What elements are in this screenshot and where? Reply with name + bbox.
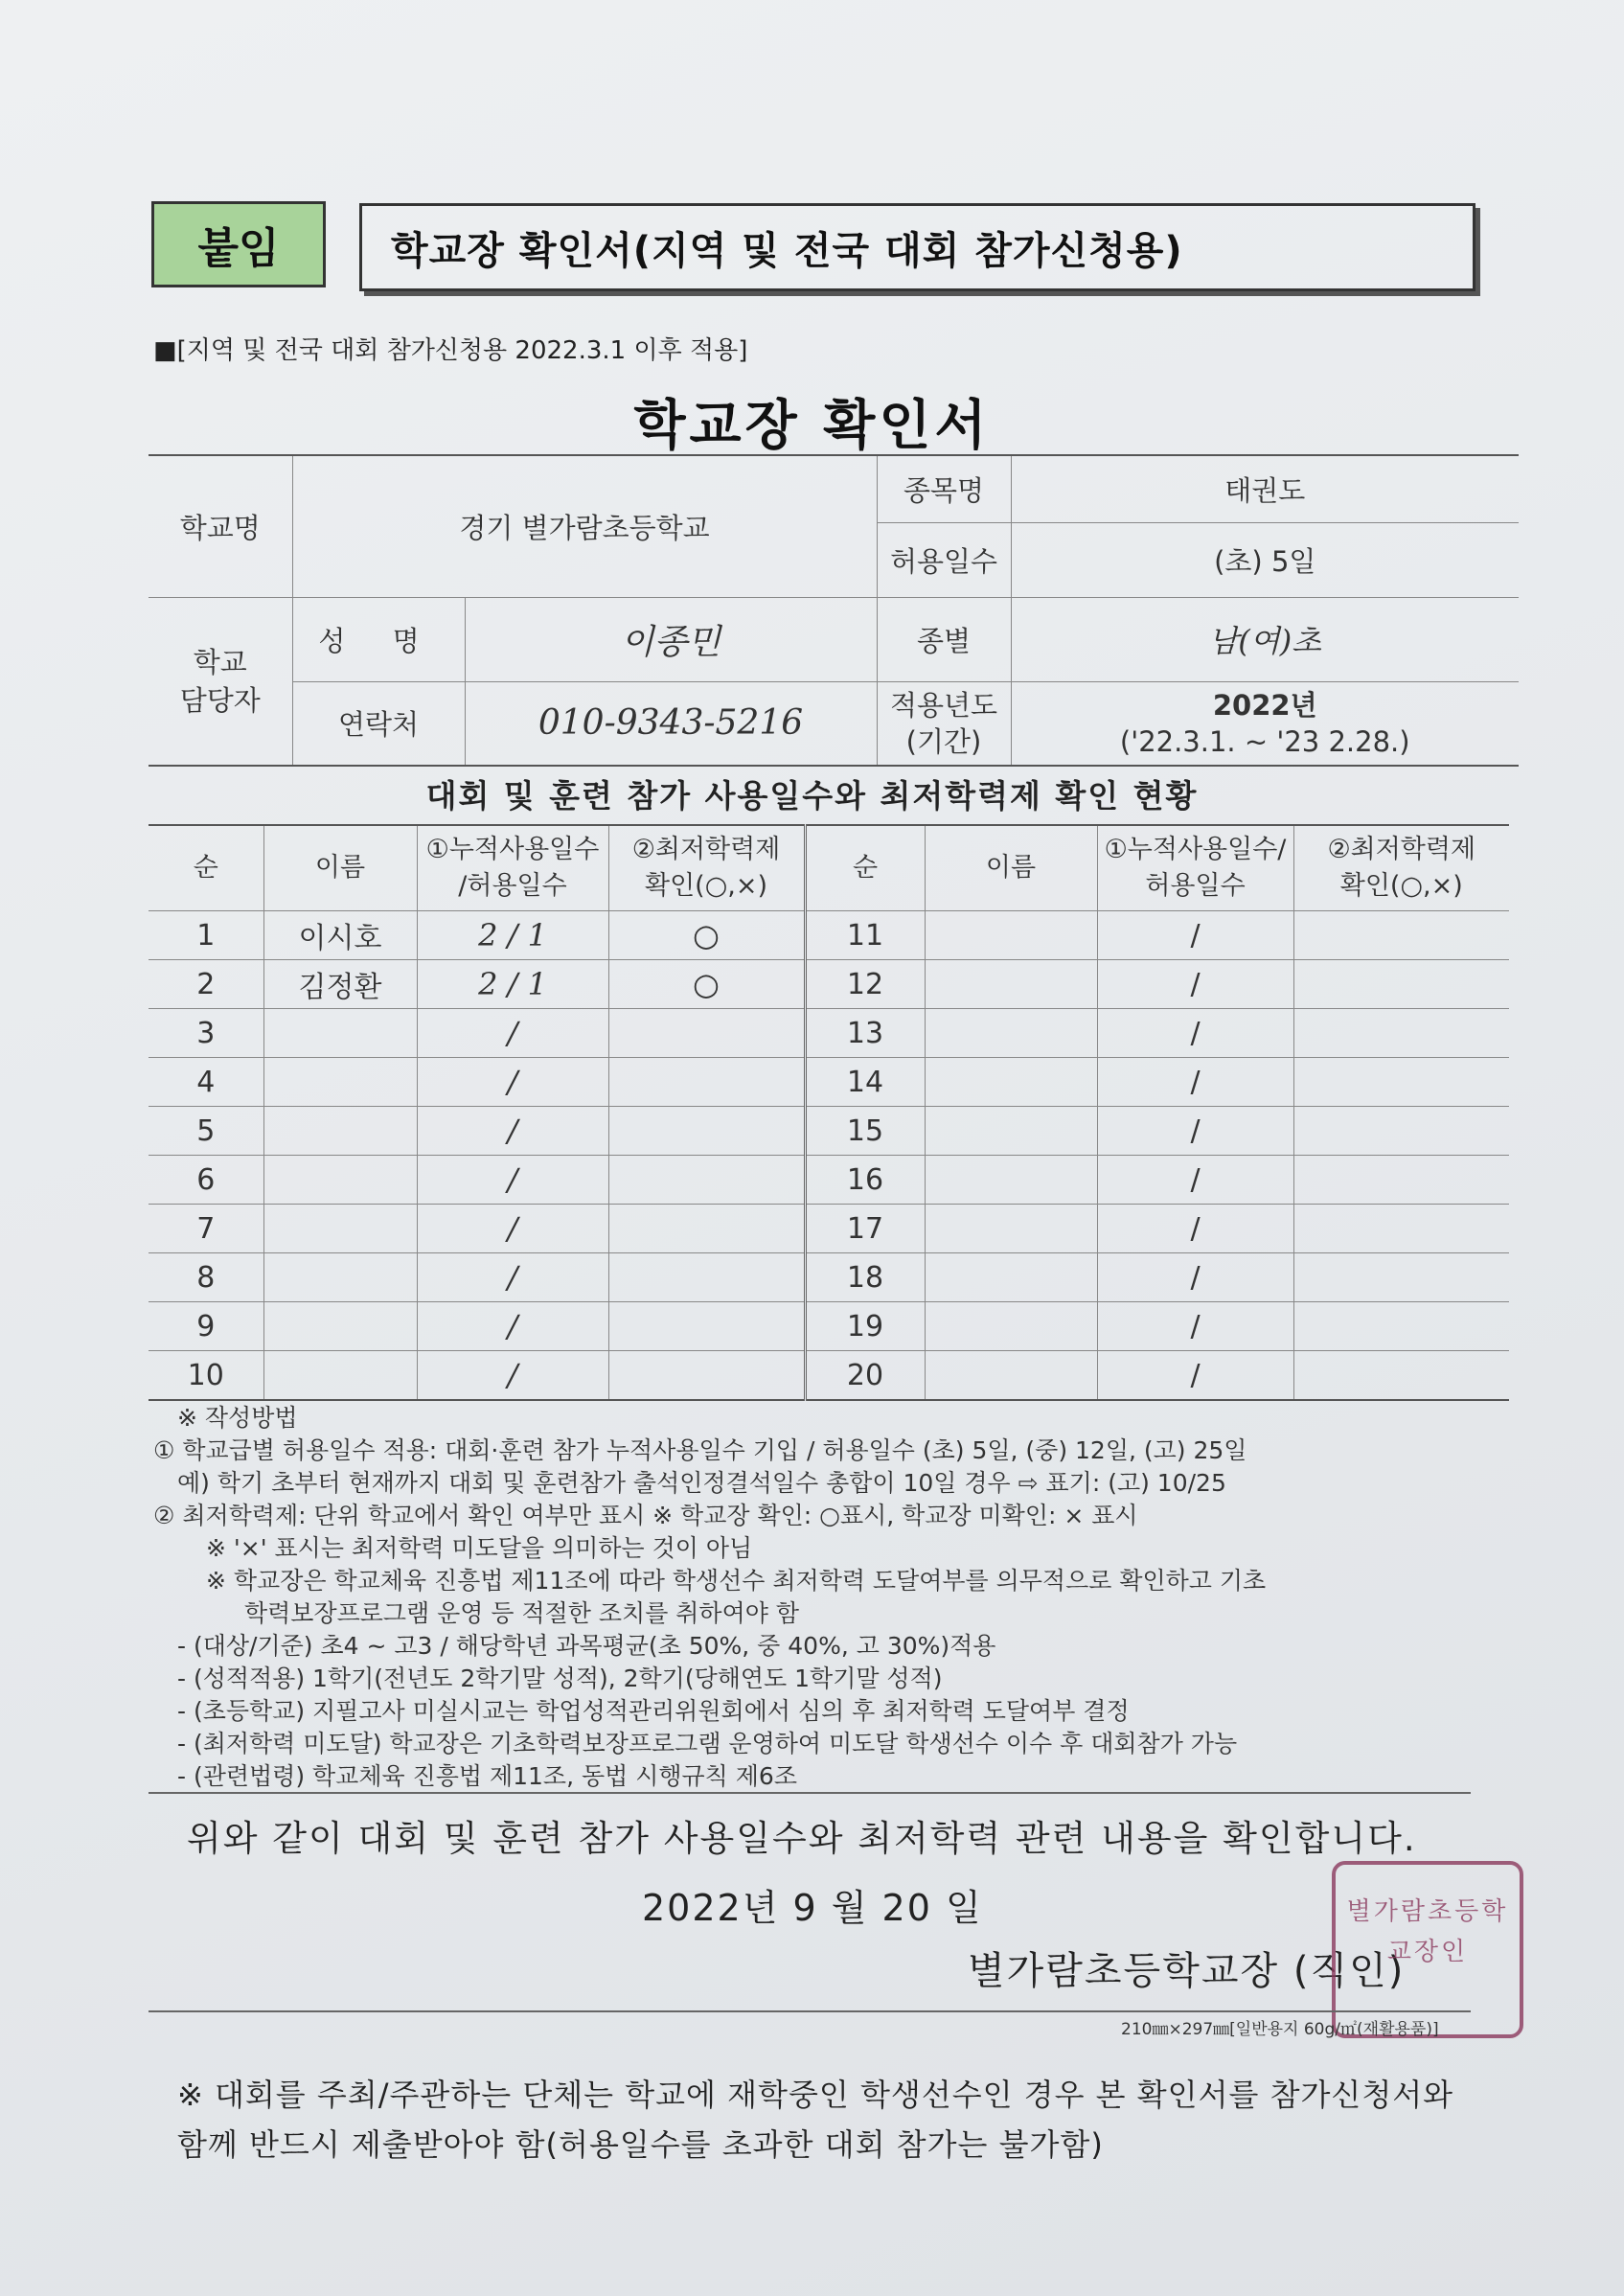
row-min-left [608,1058,805,1107]
row-days-right: / [1097,1107,1293,1156]
row-name-left: 이시호 [263,911,417,960]
row-days-right: / [1097,960,1293,1009]
row-days-left: / [417,1205,608,1253]
row-days-left: / [417,1009,608,1058]
row-min-right [1293,1058,1509,1107]
row-days-left: / [417,1058,608,1107]
instruction-line: 예) 학기 초부터 현재까지 대회 및 훈련참가 출석인정결석일수 총합이 10일 경우 ⇨ 표기: (고) 10/25 [177,1469,1226,1497]
header-days-left: ①누적사용일수 /허용일수 [417,825,608,911]
row-min-left [608,1351,805,1401]
row-no-right: 15 [805,1107,925,1156]
row-no-left: 8 [149,1253,263,1302]
header-no-left: 순 [149,825,263,911]
principal-signature: 별가람초등학교장 (직인) [968,1949,1406,1993]
table-row [149,1302,1509,1351]
row-days-right: / [1097,1205,1293,1253]
row-days-right: / [1097,911,1293,960]
instruction-line: - (최저학력 미도달) 학교장은 기초학력보장프로그램 운영하여 미도달 학생선수 이수 후 대회참가 가능 [177,1730,1238,1757]
row-no-right: 19 [805,1302,925,1351]
row-no-right: 13 [805,1009,925,1058]
confirmation-statement: 위와 같이 대회 및 훈련 참가 사용일수와 최저학력 관련 내용을 확인합니다. [187,1818,1417,1859]
instruction-line: ※ 작성방법 [177,1404,298,1432]
table-row [149,1205,1509,1253]
row-no-left: 5 [149,1107,263,1156]
row-name-left [263,1058,417,1107]
row-name-left [263,1302,417,1351]
instruction-line: - (관련법령) 학교체육 진흥법 제11조, 동법 시행규칙 제6조 [177,1762,797,1790]
row-min-right [1293,1351,1509,1401]
row-no-left: 1 [149,911,263,960]
school-label: 학교명 [149,455,292,597]
row-days-right: / [1097,1009,1293,1058]
table-row [149,1253,1509,1302]
row-name-right [925,1058,1097,1107]
row-name-right [925,1302,1097,1351]
allowed-days-value: (초) 5일 [1011,522,1519,597]
row-min-left [608,1009,805,1058]
table-row [149,960,1509,1009]
period-value: ('22.3.1. ~ '23 2.28.) [1119,724,1410,758]
row-days-left: / [417,1253,608,1302]
manager-label: 학교 담당자 [149,597,292,766]
divider-line-bottom [149,2010,1471,2012]
row-no-right: 16 [805,1156,925,1205]
instruction-line: - (대상/기준) 초4 ~ 고3 / 해당학년 과목평균(초 50%, 중 40%, 고 30%)적용 [177,1632,996,1660]
contact-value: 010-9343-5216 [465,681,877,766]
section-title: 대회 및 훈련 참가 사용일수와 최저학력제 확인 현황 [425,777,1199,815]
instruction-line: - (초등학교) 지필고사 미실시교는 학업성적관리위원회에서 심의 후 최저학력 도달여부 결정 [177,1697,1130,1725]
row-days-right: / [1097,1156,1293,1205]
instruction-line: ① 학교급별 허용일수 적용: 대회·훈련 참가 누적사용일수 기입 / 허용일수 (초) 5일, (중) 12일, (고) 25일 [153,1436,1247,1464]
table-row [149,911,1509,960]
row-no-right: 14 [805,1058,925,1107]
row-days-right: / [1097,1302,1293,1351]
row-min-left: ○ [608,911,805,960]
header-days-right: ①누적사용일수/ 허용일수 [1097,825,1293,911]
name-label: 성 명 [292,597,465,681]
school-info-table [149,454,1519,767]
row-min-left [608,1253,805,1302]
row-min-right [1293,1302,1509,1351]
sport-value: 태권도 [1011,455,1519,522]
seal-text: 별가람초등학교장인 [1346,1897,1509,1966]
instruction-line: - (성적적용) 1학기(전년도 2학기말 성적), 2학기(당해연도 1학기말 성적) [177,1665,943,1692]
table-row [149,1058,1509,1107]
footer-note: ※ 대회를 주최/주관하는 단체는 학교에 재학중인 학생선수인 경우 본 확인서를 참가신청서와 함께 반드시 제출받아야 함(허용일수를 초과한 대회 참가는 불가함) [177,2077,1454,2163]
row-name-right [925,1351,1097,1401]
header-title: 학교장 확인서(지역 및 전국 대회 참가신청용) [359,203,1475,291]
row-name-right [925,1253,1097,1302]
row-name-left [263,1156,417,1205]
row-days-left: 2 / 1 [417,911,608,960]
row-name-right [925,911,1097,960]
table-row [149,1009,1509,1058]
row-no-right: 18 [805,1253,925,1302]
row-days-left: / [417,1302,608,1351]
year-cell [1011,681,1519,766]
row-days-left: / [417,1351,608,1401]
row-days-right: / [1097,1253,1293,1302]
header-name-left: 이름 [263,825,417,911]
row-no-right: 20 [805,1351,925,1401]
row-min-left [608,1302,805,1351]
name-value: 이종민 [465,597,877,681]
row-name-left [263,1205,417,1253]
row-name-right [925,1156,1097,1205]
row-min-right [1293,1009,1509,1058]
type-value: 남(여)초 [1011,597,1519,681]
row-name-right [925,1009,1097,1058]
year-label: 적용년도 (기간) [877,681,1011,766]
row-no-left: 7 [149,1205,263,1253]
row-no-left: 2 [149,960,263,1009]
row-min-left: ○ [608,960,805,1009]
instruction-line: ※ '×' 표시는 최저학력 미도달을 의미하는 것이 아님 [206,1534,753,1562]
row-days-right: / [1097,1351,1293,1401]
row-min-right [1293,1156,1509,1205]
instructions [153,1402,1514,1793]
row-name-left [263,1351,417,1401]
row-days-left: / [417,1107,608,1156]
paper-spec: 210㎜×297㎜[일반용지 60g/㎡(재활용품)] [1121,2020,1439,2039]
row-no-left: 6 [149,1156,263,1205]
row-name-left [263,1009,417,1058]
row-no-right: 11 [805,911,925,960]
row-min-right [1293,960,1509,1009]
year-value: 2022년 [1212,688,1317,722]
form-title: 학교장 확인서 [633,395,991,457]
row-no-left: 10 [149,1351,263,1401]
row-min-right [1293,911,1509,960]
row-name-left: 김정환 [263,960,417,1009]
header-min-left: ②최저학력제 확인(○,×) [608,825,805,911]
row-no-right: 12 [805,960,925,1009]
row-name-right [925,960,1097,1009]
sport-label: 종목명 [877,455,1011,522]
row-min-left [608,1107,805,1156]
instruction-line: 학력보장프로그램 운영 등 적절한 조치를 취하여야 함 [244,1599,799,1627]
row-no-left: 4 [149,1058,263,1107]
allowed-days-label: 허용일수 [877,522,1011,597]
instruction-line: ② 최저학력제: 단위 학교에서 확인 여부만 표시 ※ 학교장 확인: ○표시, 학교장 미확인: × 표시 [153,1502,1138,1529]
row-name-right [925,1205,1097,1253]
applicability-note: ■[지역 및 전국 대회 참가신청용 2022.3.1 이후 적용] [153,336,748,365]
row-min-right [1293,1107,1509,1156]
contact-label: 연락처 [292,681,465,766]
row-no-left: 3 [149,1009,263,1058]
row-min-left [608,1205,805,1253]
attachment-badge: 붙임 [151,201,326,287]
row-min-right [1293,1253,1509,1302]
row-min-left [608,1156,805,1205]
table-row [149,1107,1509,1156]
row-days-left: / [417,1156,608,1205]
school-value: 경기 별가람초등학교 [292,455,877,597]
row-name-right [925,1107,1097,1156]
signing-date: 2022년 9 월 20 일 [642,1887,983,1929]
row-days-left: 2 / 1 [417,960,608,1009]
table-row [149,1156,1509,1205]
header-min-right: ②최저학력제 확인(○,×) [1293,825,1509,911]
row-days-right: / [1097,1058,1293,1107]
header-no-right: 순 [805,825,925,911]
instruction-line: ※ 학교장은 학교체육 진흥법 제11조에 따라 학생선수 최저학력 도달여부를 의무적으로 확인하고 기초 [206,1567,1267,1595]
row-min-right [1293,1205,1509,1253]
header-name-right: 이름 [925,825,1097,911]
row-no-right: 17 [805,1205,925,1253]
row-name-left [263,1253,417,1302]
row-no-left: 9 [149,1302,263,1351]
student-status-table [149,824,1509,1401]
row-name-left [263,1107,417,1156]
type-label: 종별 [877,597,1011,681]
table-row [149,1351,1509,1401]
divider-line [149,1792,1471,1794]
